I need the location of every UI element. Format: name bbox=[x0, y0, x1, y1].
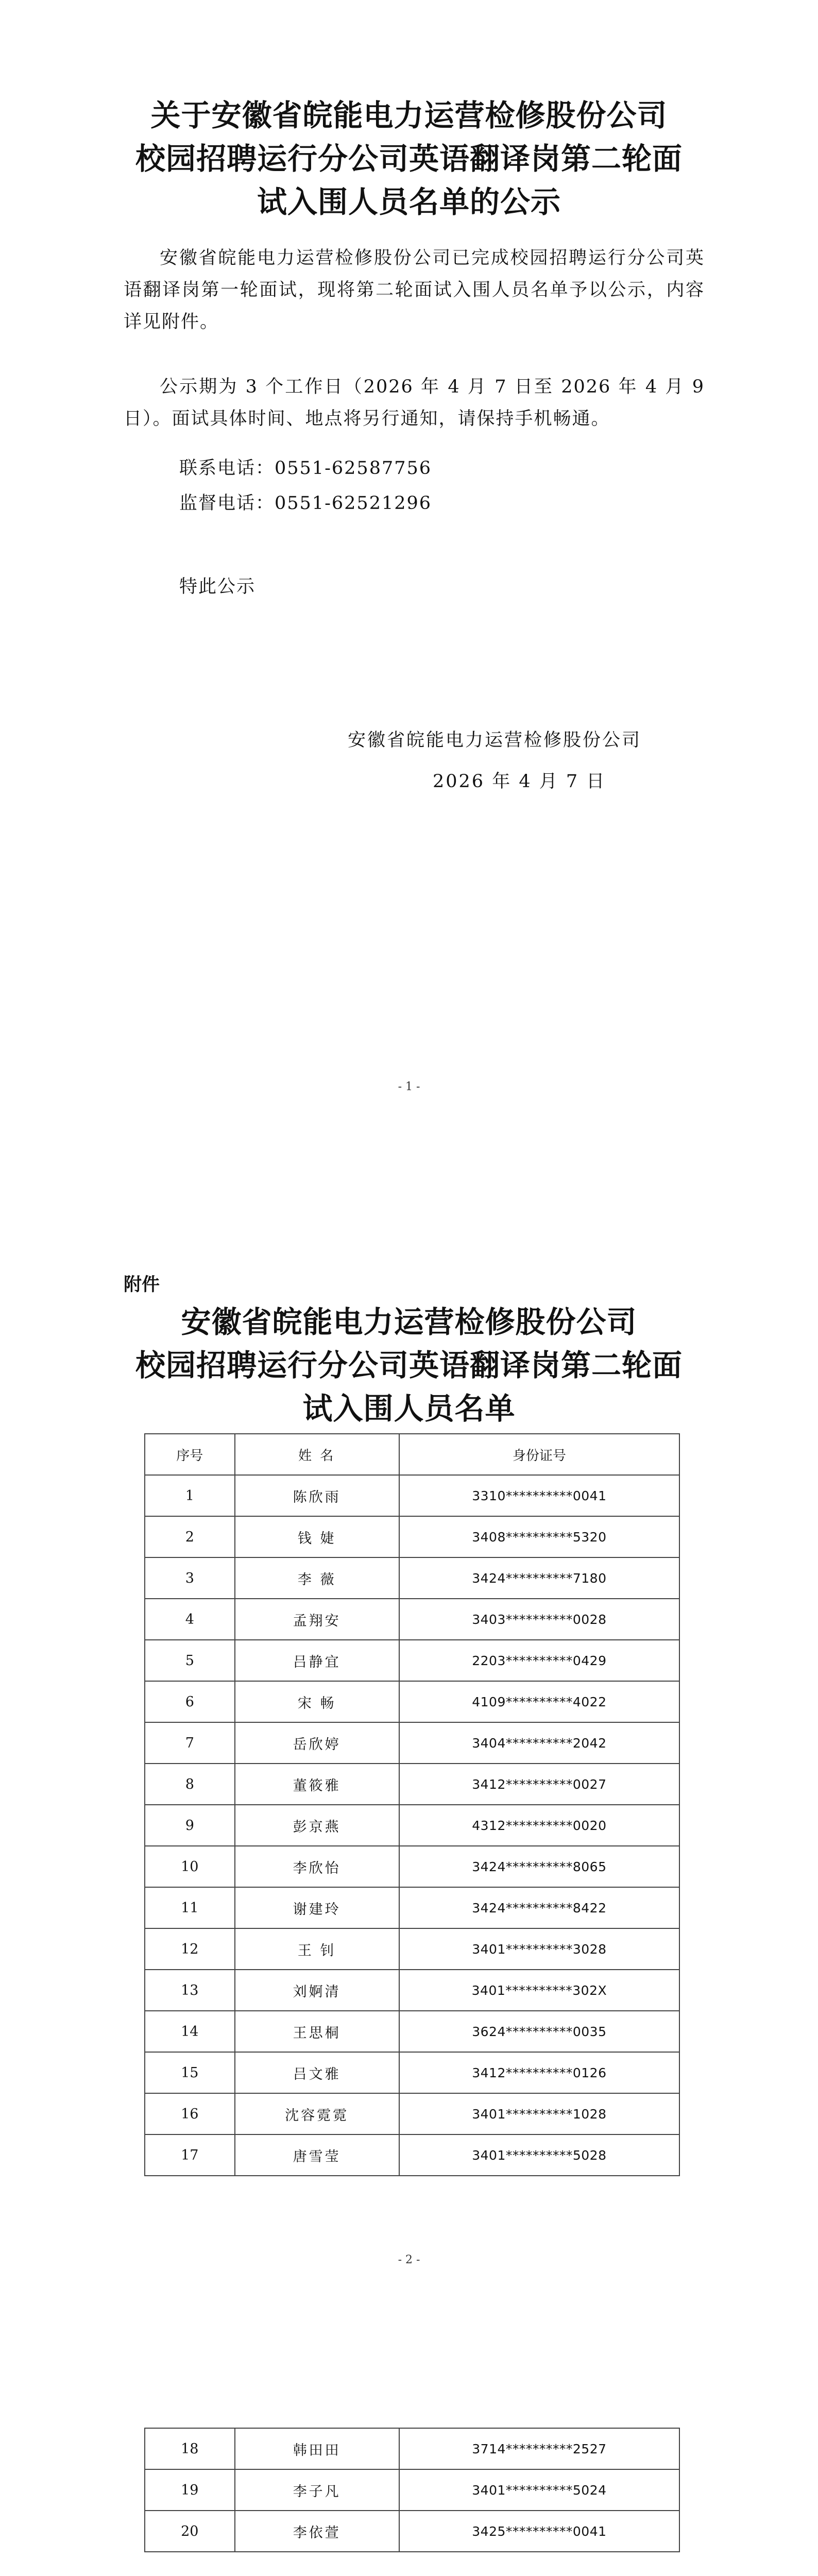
table-row bbox=[145, 1805, 679, 1846]
id-number-cell: 3404**********2042 bbox=[399, 1722, 679, 1764]
row-number-cell: 19 bbox=[145, 2469, 235, 2511]
id-number-cell: 3401**********302X bbox=[399, 1970, 679, 2011]
table-row bbox=[145, 1640, 679, 1681]
id-number-cell: 3424**********8065 bbox=[399, 1846, 679, 1887]
candidate-name-cell: 谢建玲 bbox=[235, 1887, 399, 1928]
row-number-cell: 14 bbox=[145, 2011, 235, 2052]
table-row bbox=[145, 2428, 679, 2469]
table-row bbox=[145, 2134, 679, 2176]
notice-paragraph-period: 公示期为 3 个工作日（2026 年 4 月 7 日至 2026 年 4 月 9 日）。面试具体时间、地点将另行通知，请保持手机畅通。 bbox=[124, 377, 705, 429]
candidate-name-cell: 韩田田 bbox=[235, 2428, 399, 2469]
notice-title bbox=[0, 94, 818, 224]
id-number-cell: 3310**********0041 bbox=[399, 1475, 679, 1516]
candidate-name-cell: 李依萱 bbox=[235, 2511, 399, 2552]
attachment-label: 附件 bbox=[124, 1275, 160, 1295]
row-number-cell: 12 bbox=[145, 1928, 235, 1970]
table-row bbox=[145, 1764, 679, 1805]
row-number-cell: 4 bbox=[145, 1599, 235, 1640]
candidate-name-cell: 李 薇 bbox=[235, 1557, 399, 1599]
notice-paragraph-intro: 安徽省皖能电力运营检修股份公司已完成校园招聘运行分公司英语翻译岗第一轮面试，现将第二轮面试入围人员名单予以公示，内容详见附件。 bbox=[124, 248, 705, 332]
notice-page bbox=[0, 0, 818, 1156]
row-number-cell: 18 bbox=[145, 2428, 235, 2469]
candidate-table-continued bbox=[144, 2428, 680, 2552]
attachment-continued-page bbox=[0, 2312, 818, 2576]
notice-title-line: 关于安徽省皖能电力运营检修股份公司 bbox=[150, 98, 668, 133]
table-row bbox=[145, 1599, 679, 1640]
attachment-page bbox=[0, 1156, 818, 2312]
candidate-name-cell: 钱 婕 bbox=[235, 1516, 399, 1557]
id-number-cell: 3412**********0126 bbox=[399, 2052, 679, 2093]
candidate-name-cell: 李欣怡 bbox=[235, 1846, 399, 1887]
row-number-cell: 2 bbox=[145, 1516, 235, 1557]
table-row bbox=[145, 1516, 679, 1557]
row-number-cell: 20 bbox=[145, 2511, 235, 2552]
candidate-name-cell: 刘婀清 bbox=[235, 1970, 399, 2011]
row-number-cell: 5 bbox=[145, 1640, 235, 1681]
candidate-name-cell: 沈容霓霓 bbox=[235, 2093, 399, 2134]
candidate-name-cell: 彭京燕 bbox=[235, 1805, 399, 1846]
table-row bbox=[145, 1475, 679, 1516]
notice-title-line: 校园招聘运行分公司英语翻译岗第二轮面 bbox=[135, 141, 683, 176]
attachment-title-line: 校园招聘运行分公司英语翻译岗第二轮面 bbox=[135, 1348, 683, 1383]
candidate-table bbox=[144, 1433, 680, 2176]
row-number-cell: 3 bbox=[145, 1557, 235, 1599]
id-number-cell: 3401**********1028 bbox=[399, 2093, 679, 2134]
contact-phone: 联系电话：0551-62587756 bbox=[179, 458, 432, 479]
id-number-cell: 3401**********5028 bbox=[399, 2134, 679, 2176]
table-row bbox=[145, 1846, 679, 1887]
table-row bbox=[145, 2093, 679, 2134]
row-number-cell: 10 bbox=[145, 1846, 235, 1887]
id-number-cell: 3624**********0035 bbox=[399, 2011, 679, 2052]
id-number-cell: 2203**********0429 bbox=[399, 1640, 679, 1681]
table-row bbox=[145, 1887, 679, 1928]
table-row bbox=[145, 2011, 679, 2052]
signature-organization: 安徽省皖能电力运营检修股份公司 bbox=[348, 730, 642, 751]
row-number-cell: 13 bbox=[145, 1970, 235, 2011]
id-number-cell: 3424**********8422 bbox=[399, 1887, 679, 1928]
table-header-row bbox=[145, 1434, 679, 1475]
candidate-name-cell: 李子凡 bbox=[235, 2469, 399, 2511]
candidate-name-cell: 宋 畅 bbox=[235, 1681, 399, 1722]
signature-date: 2026 年 4 月 7 日 bbox=[433, 771, 606, 792]
table-row bbox=[145, 2052, 679, 2093]
row-number-cell: 17 bbox=[145, 2134, 235, 2176]
attachment-title-line: 安徽省皖能电力运营检修股份公司 bbox=[181, 1304, 637, 1340]
row-number-cell: 6 bbox=[145, 1681, 235, 1722]
candidate-name-cell: 吕静宜 bbox=[235, 1640, 399, 1681]
id-number-cell: 3403**********0028 bbox=[399, 1599, 679, 1640]
table-row bbox=[145, 1722, 679, 1764]
page-number: - 2 - bbox=[398, 2253, 420, 2266]
attachment-title-line: 试入围人员名单 bbox=[302, 1391, 516, 1426]
table-row bbox=[145, 1557, 679, 1599]
row-number-cell: 9 bbox=[145, 1805, 235, 1846]
table-row bbox=[145, 2511, 679, 2552]
row-number-cell: 1 bbox=[145, 1475, 235, 1516]
attachment-title bbox=[0, 1300, 818, 1430]
table-row bbox=[145, 1928, 679, 1970]
row-number-cell: 8 bbox=[145, 1764, 235, 1805]
id-number-cell: 4312**********0020 bbox=[399, 1805, 679, 1846]
id-number-cell: 3425**********0041 bbox=[399, 2511, 679, 2552]
column-header-name: 姓 名 bbox=[235, 1434, 399, 1475]
row-number-cell: 7 bbox=[145, 1722, 235, 1764]
page-number: - 1 - bbox=[398, 1080, 420, 1093]
table-row bbox=[145, 1970, 679, 2011]
column-header-no: 序号 bbox=[145, 1434, 235, 1475]
candidate-name-cell: 董筱雅 bbox=[235, 1764, 399, 1805]
candidate-name-cell: 孟翔安 bbox=[235, 1599, 399, 1640]
table-row bbox=[145, 1681, 679, 1722]
column-header-id: 身份证号 bbox=[399, 1434, 679, 1475]
table-row bbox=[145, 2469, 679, 2511]
candidate-name-cell: 唐雪莹 bbox=[235, 2134, 399, 2176]
supervise-phone: 监督电话：0551-62521296 bbox=[179, 493, 432, 514]
closing-statement: 特此公示 bbox=[179, 577, 256, 597]
notice-title-line: 试入围人员名单的公示 bbox=[257, 184, 561, 219]
id-number-cell: 3408**********5320 bbox=[399, 1516, 679, 1557]
candidate-name-cell: 岳欣婷 bbox=[235, 1722, 399, 1764]
id-number-cell: 3714**********2527 bbox=[399, 2428, 679, 2469]
row-number-cell: 11 bbox=[145, 1887, 235, 1928]
candidate-name-cell: 吕文雅 bbox=[235, 2052, 399, 2093]
row-number-cell: 15 bbox=[145, 2052, 235, 2093]
row-number-cell: 16 bbox=[145, 2093, 235, 2134]
candidate-name-cell: 陈欣雨 bbox=[235, 1475, 399, 1516]
id-number-cell: 3401**********5024 bbox=[399, 2469, 679, 2511]
id-number-cell: 4109**********4022 bbox=[399, 1681, 679, 1722]
id-number-cell: 3401**********3028 bbox=[399, 1928, 679, 1970]
id-number-cell: 3424**********7180 bbox=[399, 1557, 679, 1599]
candidate-name-cell: 王 钊 bbox=[235, 1928, 399, 1970]
id-number-cell: 3412**********0027 bbox=[399, 1764, 679, 1805]
candidate-name-cell: 王思桐 bbox=[235, 2011, 399, 2052]
